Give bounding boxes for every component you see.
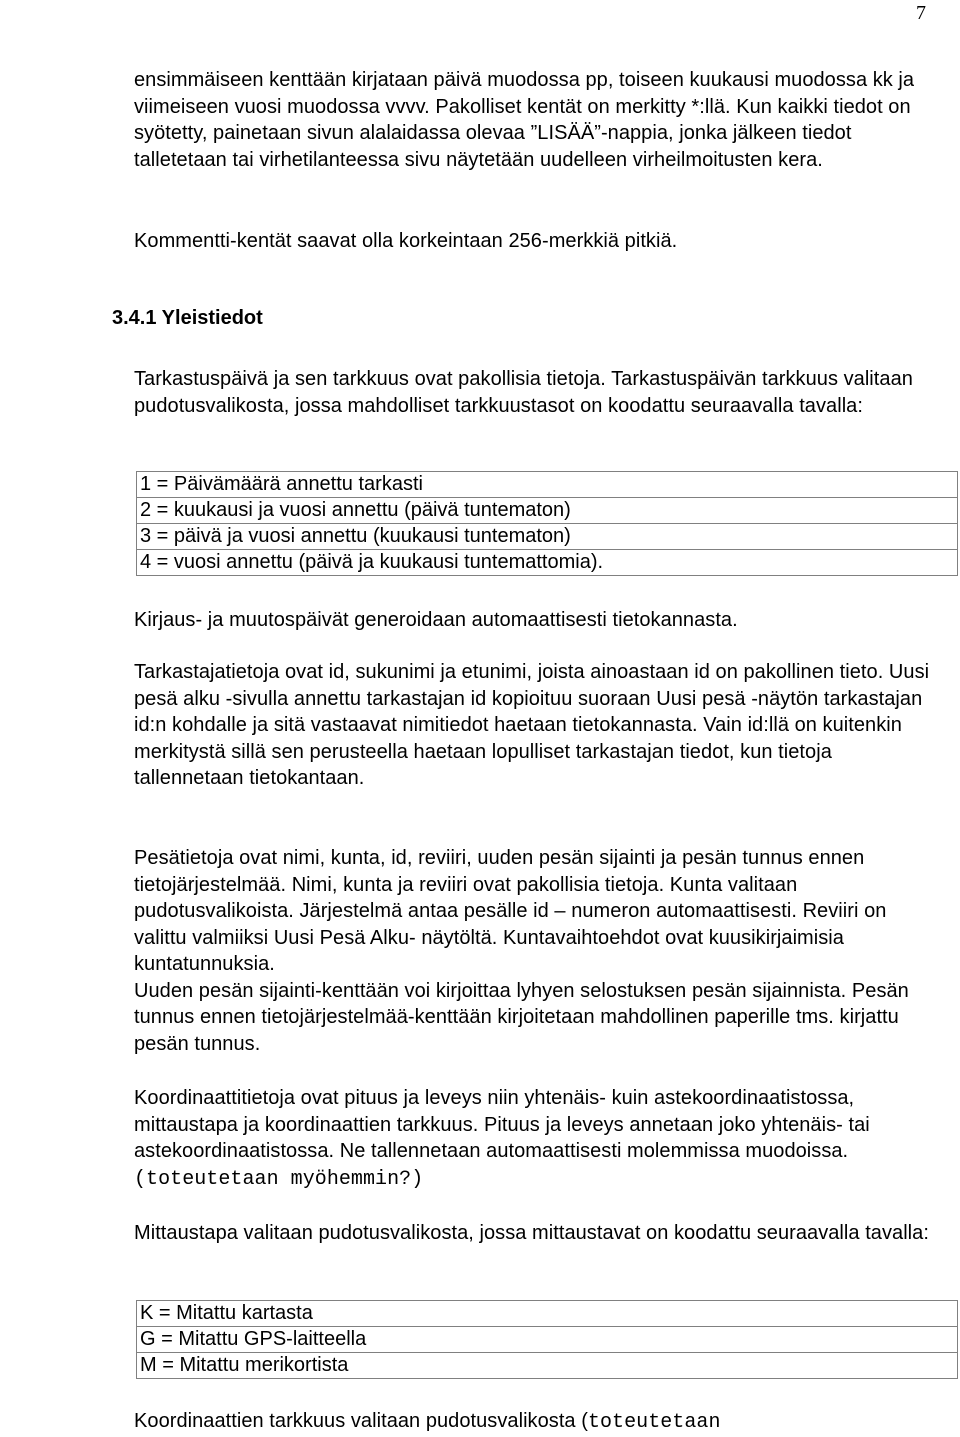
page-number: 7 <box>916 2 926 24</box>
coordinates-text-wrap <box>134 1085 934 1193</box>
inspector-text: Tarkastajatietoja ovat id, sukunimi ja etunimi, joista ainoastaan id on pakollinen tieto. Uusi pesä alku -sivulla annettu tarkastajan id kopioituu suoraan Uusi pesä -näytön tarkastajan id:n kohdalle ja sitä vastaavat nimitiedot haetaan tietokannasta. Vain id:llä on kuitenkin merkitystä sillä sen perusteella haetaan lopulliset tarkastajan tiedot, kun tietoja tallennetaan tietokantaan. <box>134 661 930 789</box>
table-row <box>137 1353 958 1379</box>
table-row <box>137 1301 958 1327</box>
intro-paragraph <box>134 67 934 173</box>
method-code-k: K = Mitattu kartasta <box>137 1301 958 1327</box>
comment-limit-paragraph <box>134 228 934 255</box>
comment-limit-text: Kommentti-kentät saavat olla korkeintaan 256-merkkiä pitkiä. <box>134 230 678 252</box>
accuracy-code-3: 3 = päivä ja vuosi annettu (kuukausi tuntematon) <box>137 524 958 550</box>
intro-text: ensimmäiseen kenttään kirjataan päivä muodossa pp, toiseen kuukausi muodossa kk ja viimeiseen vuosi muodossa vvvv. Pakolliset kentät on merkitty *:llä. Kun kaikki tiedot on syötetty, painetaan sivun alalaidassa olevaa ”LISÄÄ”-nappia, jonka jälkeen tiedot talletetaan tai virhetilanteessa sivu näytetään uudelleen virheilmoitusten kera. <box>134 69 915 171</box>
nest-info-paragraph <box>134 845 934 1057</box>
table-row <box>137 550 958 576</box>
coordinates-note: (toteutetaan myöhemmin?) <box>134 1167 424 1191</box>
entry-dates-text: Kirjaus- ja muutospäivät generoidaan automaattisesti tietokannasta. <box>134 609 738 631</box>
entry-dates-paragraph <box>134 607 934 634</box>
accuracy-select-paragraph <box>134 1408 934 1437</box>
accuracy-intro-paragraph <box>134 366 934 419</box>
method-intro-text: Mittaustapa valitaan pudotusvalikosta, jossa mittaustavat on koodattu seuraavalla tavalla: <box>134 1222 929 1244</box>
table-row <box>137 524 958 550</box>
nest-location-text: Uuden pesän sijainti-kenttään voi kirjoittaa lyhyen selostuksen pesän sijainnista. Pesän tunnus ennen tietojärjestelmää-kenttään kirjoitetaan mahdollinen paperille tms. kirjattu pesän tunnus. <box>134 979 909 1055</box>
table-row <box>137 498 958 524</box>
accuracy-code-1: 1 = Päivämäärä annettu tarkasti <box>137 472 958 498</box>
inspector-paragraph <box>134 659 934 792</box>
method-code-g: G = Mitattu GPS-laitteella <box>137 1327 958 1353</box>
accuracy-select-text: Koordinaattien tarkkuus valitaan pudotusvalikosta ( <box>134 1410 588 1432</box>
accuracy-select-wrap <box>134 1408 934 1437</box>
accuracy-select-note: toteutetaan <box>587 1411 721 1434</box>
method-code-m: M = Mitattu merikortista <box>137 1353 958 1379</box>
section-heading: 3.4.1 Yleistiedot <box>112 307 263 329</box>
accuracy-intro-text: Tarkastuspäivä ja sen tarkkuus ovat pakollisia tietoja. Tarkastuspäivän tarkkuus valitaan pudotusvalikosta, jossa mahdolliset tarkkuustasot on koodattu seuraavalla tavalla: <box>134 368 913 417</box>
nest-info-text: Pesätietoja ovat nimi, kunta, id, reviiri, uuden pesän sijainti ja pesän tunnus ennen tietojärjestelmää. Nimi, kunta ja reviiri ovat pakollisia tietoja. Kunta valitaan pudotusvalikoista. Järjestelmä antaa pesälle id – numeron automaattisesti. Reviiri on valittu valmiiksi Uusi Pesä Alku- näytöltä. Kuntavaihtoehdot ovat kuusikirjaimisia kuntatunnuksia. <box>134 847 887 975</box>
accuracy-code-2: 2 = kuukausi ja vuosi annettu (päivä tuntematon) <box>137 498 958 524</box>
accuracy-code-table <box>136 471 958 576</box>
method-code-table <box>136 1300 958 1379</box>
table-row <box>137 1327 958 1353</box>
method-intro-paragraph <box>134 1220 934 1247</box>
table-row <box>137 472 958 498</box>
coordinates-paragraph <box>134 1085 934 1193</box>
coordinates-text: Koordinaattitietoja ovat pituus ja leveys niin yhtenäis- kuin astekoordinaatistossa, mittaustapa ja koordinaattien tarkkuus. Pituus ja leveys annetaan joko yhtenäis- tai astekoordinaatistossa. Ne tallennetaan automaattisesti molemmissa muodoissa. <box>134 1087 870 1162</box>
accuracy-code-4: 4 = vuosi annettu (päivä ja kuukausi tuntemattomia). <box>137 550 958 576</box>
